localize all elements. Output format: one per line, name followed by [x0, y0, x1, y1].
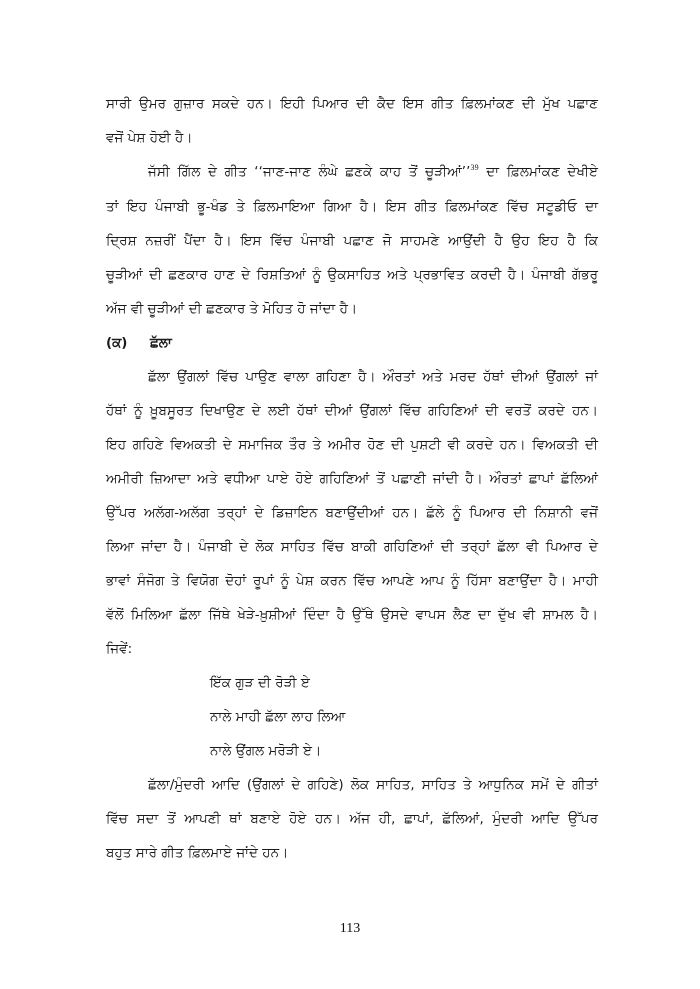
body-line: ਵਿੱਚ ਸਦਾ ਤੋਂ ਆਪਣੀ ਥਾਂ ਬਣਾਏ ਹੋਏ ਹਨ। ਅੱਜ ਹੀ, ਛਾਪਾਂ, ਛੱਲਿਆਂ, ਮੁੰਦਰੀ ਆਦਿ ਉੱਪਰ: [106, 812, 598, 827]
line-text: ਜੱਸੀ ਗਿੱਲ ਦੇ ਗੀਤ ‘‘ਜਾਣ-ਜਾਣ ਲੰਘੇ ਛਣਕੇ ਕਾਹ ਤੋਂ ਚੂੜੀਆਂ’’: [148, 165, 471, 180]
body-line-with-footnote: [148, 162, 598, 196]
body-line: ਬਹੁਤ ਸਾਰੇ ਗੀਤ ਫ਼ਿਲਮਾਏ ਜਾਂਦੇ ਹਨ।: [106, 846, 289, 861]
body-line: ਵੱਲੋਂ ਮਿਲਿਆ ਛੱਲਾ ਜਿੱਥੇ ਖੇੜੇ-ਖ਼ੁਸ਼ੀਆਂ ਦਿੰਦਾ ਹੈ ਉੱਥੇ ਉਸਦੇ ਵਾਪਸ ਲੈਣ ਦਾ ਦੁੱਖ ਵੀ ਸ਼ਾਮਲ ਹੈ।: [106, 608, 598, 623]
section-title: ਛੱਲਾ: [150, 336, 172, 351]
body-line: ਅੱਜ ਵੀ ਚੂੜੀਆਂ ਦੀ ਛਣਕਾਰ ਤੇ ਮੋਹਿਤ ਹੋ ਜਾਂਦਾ ਹੈ।: [106, 302, 358, 317]
poem-line: ਨਾਲੇ ਉਂਗਲ ਮਰੋੜੀ ਏ।: [210, 744, 322, 759]
section-number: (ਕ): [106, 336, 128, 351]
body-line: ਛੱਲਾ ਉਂਗਲਾਂ ਵਿੱਚ ਪਾਉਣ ਵਾਲਾ ਗਹਿਣਾ ਹੈ। ਔਰਤਾਂ ਅਤੇ ਮਰਦ ਹੱਥਾਂ ਦੀਆਂ ਉਂਗਲਾਂ ਜਾਂ: [148, 370, 598, 385]
body-line: ਇਹ ਗਹਿਣੇ ਵਿਅਕਤੀ ਦੇ ਸਮਾਜਿਕ ਤੌਰ ਤੇ ਅਮੀਰ ਹੋਣ ਦੀ ਪੁਸ਼ਟੀ ਵੀ ਕਰਦੇ ਹਨ। ਵਿਅਕਤੀ ਦੀ: [106, 438, 598, 453]
footnote-ref-39: 39: [470, 163, 479, 172]
body-line: ਸਾਰੀ ਉਮਰ ਗੁਜ਼ਾਰ ਸਕਦੇ ਹਨ। ਇਹੀ ਪਿਆਰ ਦੀ ਕੈਦ ਇਸ ਗੀਤ ਫ਼ਿਲਮਾਂਕਣ ਦੀ ਮੁੱਖ ਪਛਾਣ: [106, 97, 598, 112]
body-line: ਉੱਪਰ ਅਲੱਗ-ਅਲੱਗ ਤਰ੍ਹਾਂ ਦੇ ਡਿਜ਼ਾਇਨ ਬਣਾਉਂਦੀਆਂ ਹਨ। ਛੱਲੇ ਨੂੰ ਪਿਆਰ ਦੀ ਨਿਸ਼ਾਨੀ ਵਜੋਂ: [106, 506, 598, 521]
body-line: ਭਾਵਾਂ ਸੰਜੋਗ ਤੇ ਵਿਯੋਗ ਦੋਹਾਂ ਰੂਪਾਂ ਨੂੰ ਪੇਸ਼ ਕਰਨ ਵਿੱਚ ਆਪਣੇ ਆਪ ਨੂੰ ਹਿੱਸਾ ਬਣਾਉਂਦਾ ਹੈ। ਮਾਹੀ: [106, 574, 598, 589]
page-number: 113: [339, 921, 361, 936]
body-line: ਦ੍ਰਿਸ਼ ਨਜ਼ਰੀਂ ਪੈਂਦਾ ਹੈ। ਇਸ ਵਿੱਚ ਪੰਜਾਬੀ ਪਛਾਣ ਜੋ ਸਾਹਮਣੇ ਆਉਂਦੀ ਹੈ ਉਹ ਇਹ ਹੈ ਕਿ: [106, 234, 598, 249]
section-heading: [106, 333, 172, 355]
body-line: ਛੱਲਾ/ਮੁੰਦਰੀ ਆਦਿ (ਉਂਗਲਾਂ ਦੇ ਗਹਿਣੇ) ਲੋਕ ਸਾਹਿਤ, ਸਾਹਿਤ ਤੇ ਆਧੁਨਿਕ ਸਮੇਂ ਦੇ ਗੀਤਾਂ: [148, 778, 598, 793]
body-line: ਲਿਆ ਜਾਂਦਾ ਹੈ। ਪੰਜਾਬੀ ਦੇ ਲੋਕ ਸਾਹਿਤ ਵਿੱਚ ਬਾਕੀ ਗਹਿਣਿਆਂ ਦੀ ਤਰ੍ਹਾਂ ਛੱਲਾ ਵੀ ਪਿਆਰ ਦੇ: [106, 540, 598, 555]
body-line: ਤਾਂ ਇਹ ਪੰਜਾਬੀ ਭੂ-ਖੰਡ ਤੇ ਫ਼ਿਲਮਾਇਆ ਗਿਆ ਹੈ। ਇਸ ਗੀਤ ਫ਼ਿਲਮਾਂਕਣ ਵਿੱਚ ਸਟੂਡੀਓ ਦਾ: [106, 200, 598, 215]
poem-line: ਇੱਕ ਗੁੜ ਦੀ ਰੋੜੀ ਏ: [210, 676, 310, 691]
body-line: ਹੱਥਾਂ ਨੂੰ ਖ਼ੂਬਸੂਰਤ ਦਿਖਾਉਣ ਦੇ ਲਈ ਹੱਥਾਂ ਦੀਆਂ ਉਂਗਲਾਂ ਵਿੱਚ ਗਹਿਣਿਆਂ ਦੀ ਵਰਤੋਂ ਕਰਦੇ ਹਨ।: [106, 404, 598, 419]
poem-line: ਨਾਲੇ ਮਾਹੀ ਛੱਲਾ ਲਾਹ ਲਿਆ: [210, 710, 346, 725]
line-text: ਦਾ ਫ਼ਿਲਮਾਂਕਣ ਦੇਖੀਏ: [478, 165, 598, 180]
body-line: ਚੂੜੀਆਂ ਦੀ ਛਣਕਾਰ ਹਾਣ ਦੇ ਰਿਸ਼ਤਿਆਂ ਨੂੰ ਉਕਸਾਹਿਤ ਅਤੇ ਪ੍ਰਭਾਵਿਤ ਕਰਦੀ ਹੈ। ਪੰਜਾਬੀ ਗੱਭਰੂ: [106, 268, 598, 283]
body-line: ਜਿਵੇਂ:: [106, 642, 133, 657]
body-line: ਅਮੀਰੀ ਜ਼ਿਆਦਾ ਅਤੇ ਵਧੀਆ ਪਾਏ ਹੋਏ ਗਹਿਣਿਆਂ ਤੋਂ ਪਛਾਣੀ ਜਾਂਦੀ ਹੈ। ਔਰਤਾਂ ਛਾਪਾਂ ਛੱਲਿਆਂ: [106, 472, 598, 487]
body-line: ਵਜੋਂ ਪੇਸ਼ ਹੋਈ ਹੈ।: [106, 131, 193, 146]
